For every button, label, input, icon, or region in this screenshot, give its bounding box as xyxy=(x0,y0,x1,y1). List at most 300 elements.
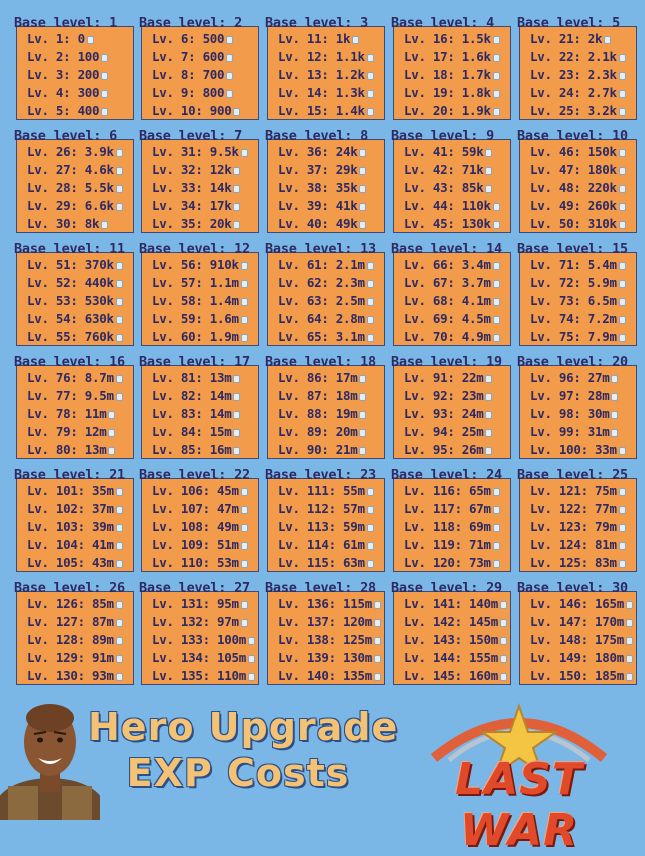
exp-book-icon xyxy=(116,316,123,324)
level-cost-text: Lv. 77: 9.5m xyxy=(27,388,114,403)
base-level-title: Base level: 4 xyxy=(391,15,495,31)
exp-book-icon xyxy=(233,375,240,383)
level-cost-text: Lv. 35: 20k xyxy=(152,216,232,231)
level-cost-row xyxy=(404,102,510,120)
exp-book-icon xyxy=(619,90,626,98)
level-cost-row xyxy=(152,613,258,631)
level-block xyxy=(12,353,138,463)
level-cost-row xyxy=(404,328,510,346)
exp-book-icon xyxy=(226,90,233,98)
exp-book-icon xyxy=(374,655,381,663)
level-cost-row xyxy=(404,84,510,102)
level-cost-text: Lv. 32: 12k xyxy=(152,162,232,177)
level-cost-row xyxy=(152,482,258,500)
level-cost-row xyxy=(278,66,384,84)
level-cost-box xyxy=(141,252,259,346)
level-cost-text: Lv. 37: 29k xyxy=(278,162,358,177)
level-cost-text: Lv. 113: 59m xyxy=(278,519,365,534)
level-cost-text: Lv. 117: 67m xyxy=(404,501,491,516)
exp-book-icon xyxy=(367,334,374,342)
level-cost-box xyxy=(267,478,385,572)
level-cost-text: Lv. 12: 1.1k xyxy=(278,49,365,64)
level-cost-text: Lv. 134: 105m xyxy=(152,650,246,665)
exp-book-icon xyxy=(101,54,108,62)
level-cost-row xyxy=(404,536,510,554)
base-level-title: Base level: 11 xyxy=(14,241,125,257)
level-cost-text: Lv. 23: 2.3k xyxy=(530,67,617,82)
level-cost-text: Lv. 140: 135m xyxy=(278,668,372,683)
base-level-title: Base level: 13 xyxy=(265,241,376,257)
level-cost-row xyxy=(152,30,258,48)
level-cost-row xyxy=(27,179,133,197)
level-cost-text: Lv. 31: 9.5k xyxy=(152,144,239,159)
exp-book-icon xyxy=(367,280,374,288)
level-cost-text: Lv. 15: 1.4k xyxy=(278,103,365,118)
level-cost-text: Lv. 90: 21m xyxy=(278,442,358,457)
exp-book-icon xyxy=(619,280,626,288)
exp-book-icon xyxy=(611,429,618,437)
exp-book-icon xyxy=(241,524,248,532)
exp-book-icon xyxy=(226,54,233,62)
exp-book-icon xyxy=(233,429,240,437)
level-cost-text: Lv. 46: 150k xyxy=(530,144,617,159)
level-cost-row xyxy=(278,369,384,387)
level-cost-text: Lv. 7: 600 xyxy=(152,49,225,64)
level-cost-text: Lv. 18: 1.7k xyxy=(404,67,491,82)
exp-book-icon xyxy=(374,601,381,609)
level-cost-row xyxy=(530,143,636,161)
exp-book-icon xyxy=(626,655,633,663)
level-cost-box xyxy=(16,26,134,120)
level-cost-text: Lv. 53: 530k xyxy=(27,293,114,308)
exp-book-icon xyxy=(116,203,123,211)
level-cost-text: Lv. 57: 1.1m xyxy=(152,275,239,290)
exp-book-icon xyxy=(493,203,500,211)
level-cost-row xyxy=(152,405,258,423)
base-level-title: Base level: 1 xyxy=(14,15,118,31)
exp-book-icon xyxy=(241,542,248,550)
exp-book-icon xyxy=(485,375,492,383)
level-cost-row xyxy=(530,179,636,197)
level-cost-text: Lv. 107: 47m xyxy=(152,501,239,516)
exp-book-icon xyxy=(241,298,248,306)
exp-book-icon xyxy=(233,447,240,455)
level-cost-text: Lv. 98: 30m xyxy=(530,406,610,421)
base-level-title: Base level: 30 xyxy=(517,580,628,596)
base-level-title: Base level: 26 xyxy=(14,580,125,596)
level-cost-text: Lv. 10: 900 xyxy=(152,103,232,118)
level-cost-text: Lv. 17: 1.6k xyxy=(404,49,491,64)
level-cost-text: Lv. 75: 7.9m xyxy=(530,329,617,344)
level-cost-row xyxy=(404,423,510,441)
level-cost-row xyxy=(152,500,258,518)
level-cost-text: Lv. 55: 760k xyxy=(27,329,114,344)
level-cost-box xyxy=(141,139,259,233)
base-level-title: Base level: 21 xyxy=(14,467,125,483)
level-block xyxy=(263,353,389,463)
level-block xyxy=(12,14,138,124)
level-cost-row xyxy=(152,66,258,84)
level-cost-row xyxy=(278,30,384,48)
exp-book-icon xyxy=(626,619,633,627)
level-cost-row xyxy=(404,441,510,459)
exp-book-icon xyxy=(241,488,248,496)
level-cost-box xyxy=(267,139,385,233)
exp-book-icon xyxy=(493,90,500,98)
level-cost-row xyxy=(404,554,510,572)
level-cost-box xyxy=(141,365,259,459)
level-cost-row xyxy=(530,518,636,536)
level-cost-text: Lv. 47: 180k xyxy=(530,162,617,177)
exp-book-icon xyxy=(493,262,500,270)
exp-book-icon xyxy=(116,506,123,514)
level-cost-text: Lv. 120: 73m xyxy=(404,555,491,570)
level-cost-row xyxy=(152,179,258,197)
level-cost-row xyxy=(404,482,510,500)
level-cost-text: Lv. 25: 3.2k xyxy=(530,103,617,118)
level-cost-text: Lv. 76: 8.7m xyxy=(27,370,114,385)
level-cost-row xyxy=(278,423,384,441)
exp-book-icon xyxy=(108,411,115,419)
exp-book-icon xyxy=(626,637,633,645)
level-cost-text: Lv. 110: 53m xyxy=(152,555,239,570)
exp-book-icon xyxy=(359,149,366,157)
exp-book-icon xyxy=(493,506,500,514)
level-cost-text: Lv. 28: 5.5k xyxy=(27,180,114,195)
level-cost-text: Lv. 39: 41k xyxy=(278,198,358,213)
base-level-title: Base level: 17 xyxy=(139,354,250,370)
level-cost-row xyxy=(27,536,133,554)
level-cost-text: Lv. 108: 49m xyxy=(152,519,239,534)
level-cost-text: Lv. 1: 0 xyxy=(27,31,85,46)
level-cost-text: Lv. 141: 140m xyxy=(404,596,498,611)
level-cost-text: Lv. 4: 300 xyxy=(27,85,100,100)
level-cost-text: Lv. 3: 200 xyxy=(27,67,100,82)
level-cost-box xyxy=(519,591,637,685)
level-cost-row xyxy=(27,369,133,387)
level-cost-text: Lv. 59: 1.6m xyxy=(152,311,239,326)
exp-book-icon xyxy=(359,185,366,193)
level-cost-row xyxy=(152,554,258,572)
level-cost-row xyxy=(27,256,133,274)
level-cost-text: Lv. 26: 3.9k xyxy=(27,144,114,159)
exp-book-icon xyxy=(359,221,366,229)
base-level-title: Base level: 25 xyxy=(517,467,628,483)
exp-book-icon xyxy=(101,108,108,116)
level-block xyxy=(389,466,515,576)
level-block xyxy=(389,579,515,689)
exp-book-icon xyxy=(116,280,123,288)
level-cost-row xyxy=(278,102,384,120)
level-cost-box xyxy=(393,26,511,120)
exp-book-icon xyxy=(374,637,381,645)
level-cost-box xyxy=(267,26,385,120)
level-cost-text: Lv. 92: 23m xyxy=(404,388,484,403)
level-cost-box xyxy=(16,365,134,459)
exp-book-icon xyxy=(485,429,492,437)
level-cost-text: Lv. 123: 79m xyxy=(530,519,617,534)
exp-book-icon xyxy=(248,655,255,663)
level-cost-row xyxy=(27,328,133,346)
level-cost-text: Lv. 24: 2.7k xyxy=(530,85,617,100)
level-cost-row xyxy=(152,310,258,328)
level-cost-text: Lv. 83: 14m xyxy=(152,406,232,421)
exp-book-icon xyxy=(108,429,115,437)
level-cost-text: Lv. 48: 220k xyxy=(530,180,617,195)
level-cost-row xyxy=(404,613,510,631)
exp-book-icon xyxy=(241,280,248,288)
base-level-title: Base level: 27 xyxy=(139,580,250,596)
level-cost-text: Lv. 132: 97m xyxy=(152,614,239,629)
level-cost-row xyxy=(27,30,133,48)
level-cost-row xyxy=(152,274,258,292)
exp-book-icon xyxy=(101,90,108,98)
exp-book-icon xyxy=(485,149,492,157)
level-block xyxy=(137,466,263,576)
level-block xyxy=(137,353,263,463)
level-cost-text: Lv. 40: 49k xyxy=(278,216,358,231)
exp-book-icon xyxy=(233,203,240,211)
level-cost-row xyxy=(530,274,636,292)
level-cost-text: Lv. 71: 5.4m xyxy=(530,257,617,272)
exp-book-icon xyxy=(485,167,492,175)
level-cost-text: Lv. 118: 69m xyxy=(404,519,491,534)
level-cost-row xyxy=(27,667,133,685)
level-cost-text: Lv. 20: 1.9k xyxy=(404,103,491,118)
level-cost-text: Lv. 13: 1.2k xyxy=(278,67,365,82)
exp-book-icon xyxy=(619,447,626,455)
level-cost-text: Lv. 69: 4.5m xyxy=(404,311,491,326)
level-block xyxy=(12,579,138,689)
level-cost-row xyxy=(530,536,636,554)
base-level-title: Base level: 8 xyxy=(265,128,369,144)
exp-book-icon xyxy=(359,167,366,175)
level-cost-text: Lv. 149: 180m xyxy=(530,650,624,665)
level-cost-text: Lv. 114: 61m xyxy=(278,537,365,552)
base-level-title: Base level: 23 xyxy=(265,467,376,483)
exp-book-icon xyxy=(359,411,366,419)
exp-book-icon xyxy=(233,393,240,401)
level-cost-text: Lv. 61: 2.1m xyxy=(278,257,365,272)
level-cost-text: Lv. 99: 31m xyxy=(530,424,610,439)
level-cost-row xyxy=(152,387,258,405)
level-block xyxy=(12,240,138,350)
level-cost-box xyxy=(267,252,385,346)
level-cost-text: Lv. 9: 800 xyxy=(152,85,225,100)
level-block xyxy=(137,14,263,124)
exp-book-icon xyxy=(116,601,123,609)
level-cost-row xyxy=(27,595,133,613)
exp-book-icon xyxy=(241,601,248,609)
level-cost-row xyxy=(152,48,258,66)
level-cost-box xyxy=(267,365,385,459)
level-cost-text: Lv. 135: 110m xyxy=(152,668,246,683)
level-cost-text: Lv. 82: 14m xyxy=(152,388,232,403)
level-cost-row xyxy=(404,667,510,685)
exp-book-icon xyxy=(619,185,626,193)
exp-book-icon xyxy=(367,72,374,80)
level-cost-row xyxy=(278,405,384,423)
exp-book-icon xyxy=(619,316,626,324)
level-cost-row xyxy=(404,518,510,536)
exp-book-icon xyxy=(116,393,123,401)
level-cost-text: Lv. 133: 100m xyxy=(152,632,246,647)
exp-book-icon xyxy=(116,488,123,496)
level-cost-text: Lv. 2: 100 xyxy=(27,49,100,64)
level-cost-row xyxy=(530,405,636,423)
level-cost-text: Lv. 145: 160m xyxy=(404,668,498,683)
base-level-title: Base level: 19 xyxy=(391,354,502,370)
level-cost-text: Lv. 72: 5.9m xyxy=(530,275,617,290)
level-cost-row xyxy=(278,667,384,685)
level-cost-box xyxy=(141,26,259,120)
exp-book-icon xyxy=(485,411,492,419)
exp-book-icon xyxy=(87,36,94,44)
level-cost-text: Lv. 128: 89m xyxy=(27,632,114,647)
level-cost-text: Lv. 42: 71k xyxy=(404,162,484,177)
level-cost-box xyxy=(16,252,134,346)
level-cost-text: Lv. 74: 7.2m xyxy=(530,311,617,326)
exp-book-icon xyxy=(101,221,108,229)
level-cost-text: Lv. 81: 13m xyxy=(152,370,232,385)
base-level-title: Base level: 9 xyxy=(391,128,495,144)
level-cost-row xyxy=(530,441,636,459)
level-cost-row xyxy=(278,328,384,346)
level-cost-row xyxy=(404,631,510,649)
level-cost-text: Lv. 65: 3.1m xyxy=(278,329,365,344)
level-cost-row xyxy=(278,197,384,215)
level-block xyxy=(515,579,641,689)
level-cost-row xyxy=(530,161,636,179)
level-block xyxy=(137,240,263,350)
base-level-title: Base level: 5 xyxy=(517,15,621,31)
level-cost-row xyxy=(152,595,258,613)
level-cost-text: Lv. 21: 2k xyxy=(530,31,603,46)
exp-book-icon xyxy=(493,298,500,306)
level-cost-text: Lv. 70: 4.9m xyxy=(404,329,491,344)
exp-book-icon xyxy=(367,90,374,98)
level-cost-row xyxy=(152,328,258,346)
exp-book-icon xyxy=(500,637,507,645)
level-cost-text: Lv. 6: 500 xyxy=(152,31,225,46)
level-block xyxy=(263,127,389,237)
exp-book-icon xyxy=(367,488,374,496)
level-block xyxy=(389,353,515,463)
exp-book-icon xyxy=(619,560,626,568)
title-line-2: EXP Costs xyxy=(126,751,350,795)
level-cost-text: Lv. 127: 87m xyxy=(27,614,114,629)
level-cost-text: Lv. 111: 55m xyxy=(278,483,365,498)
exp-book-icon xyxy=(367,262,374,270)
exp-book-icon xyxy=(108,447,115,455)
level-cost-row xyxy=(404,48,510,66)
level-cost-row xyxy=(530,215,636,233)
level-cost-text: Lv. 109: 51m xyxy=(152,537,239,552)
level-cost-text: Lv. 96: 27m xyxy=(530,370,610,385)
exp-book-icon xyxy=(116,185,123,193)
level-cost-text: Lv. 49: 260k xyxy=(530,198,617,213)
exp-book-icon xyxy=(233,185,240,193)
level-cost-text: Lv. 115: 63m xyxy=(278,555,365,570)
exp-book-icon xyxy=(619,54,626,62)
logo-text: LAST WAR xyxy=(455,754,583,856)
exp-book-icon xyxy=(241,334,248,342)
exp-book-icon xyxy=(611,411,618,419)
level-cost-text: Lv. 66: 3.4m xyxy=(404,257,491,272)
level-cost-box xyxy=(519,252,637,346)
level-cost-row xyxy=(530,328,636,346)
level-cost-text: Lv. 50: 310k xyxy=(530,216,617,231)
base-level-title: Base level: 15 xyxy=(517,241,628,257)
level-cost-row xyxy=(278,143,384,161)
level-cost-text: Lv. 104: 41m xyxy=(27,537,114,552)
level-cost-row xyxy=(404,274,510,292)
level-cost-row xyxy=(278,274,384,292)
exp-book-icon xyxy=(493,108,500,116)
level-cost-row xyxy=(152,441,258,459)
exp-book-icon xyxy=(116,542,123,550)
level-cost-text: Lv. 64: 2.8m xyxy=(278,311,365,326)
exp-book-icon xyxy=(619,262,626,270)
level-cost-text: Lv. 29: 6.6k xyxy=(27,198,114,213)
level-block xyxy=(12,127,138,237)
level-cost-box xyxy=(393,478,511,572)
exp-book-icon xyxy=(374,619,381,627)
level-cost-text: Lv. 139: 130m xyxy=(278,650,372,665)
level-cost-text: Lv. 16: 1.5k xyxy=(404,31,491,46)
level-cost-row xyxy=(404,595,510,613)
level-cost-text: Lv. 62: 2.3m xyxy=(278,275,365,290)
exp-book-icon xyxy=(116,375,123,383)
level-cost-text: Lv. 112: 57m xyxy=(278,501,365,516)
exp-book-icon xyxy=(619,506,626,514)
level-cost-row xyxy=(404,143,510,161)
level-cost-text: Lv. 67: 3.7m xyxy=(404,275,491,290)
exp-book-icon xyxy=(359,429,366,437)
level-cost-row xyxy=(27,310,133,328)
exp-book-icon xyxy=(359,447,366,455)
level-cost-text: Lv. 105: 43m xyxy=(27,555,114,570)
level-cost-row xyxy=(27,197,133,215)
exp-book-icon xyxy=(485,447,492,455)
exp-book-icon xyxy=(619,221,626,229)
level-cost-row xyxy=(27,482,133,500)
level-cost-row xyxy=(152,215,258,233)
level-cost-text: Lv. 122: 77m xyxy=(530,501,617,516)
exp-book-icon xyxy=(493,488,500,496)
level-cost-text: Lv. 100: 33m xyxy=(530,442,617,457)
level-block xyxy=(263,14,389,124)
exp-book-icon xyxy=(604,36,611,44)
exp-book-icon xyxy=(226,36,233,44)
exp-book-icon xyxy=(500,619,507,627)
level-cost-row xyxy=(278,48,384,66)
level-cost-row xyxy=(404,649,510,667)
level-cost-text: Lv. 43: 85k xyxy=(404,180,484,195)
level-cost-row xyxy=(152,197,258,215)
base-level-title: Base level: 12 xyxy=(139,241,250,257)
level-cost-box xyxy=(393,591,511,685)
level-cost-text: Lv. 5: 400 xyxy=(27,103,100,118)
level-cost-row xyxy=(530,500,636,518)
level-cost-row xyxy=(278,649,384,667)
level-cost-row xyxy=(278,387,384,405)
level-cost-text: Lv. 147: 170m xyxy=(530,614,624,629)
level-block xyxy=(12,466,138,576)
base-level-title: Base level: 29 xyxy=(391,580,502,596)
exp-book-icon xyxy=(619,334,626,342)
level-block xyxy=(263,466,389,576)
